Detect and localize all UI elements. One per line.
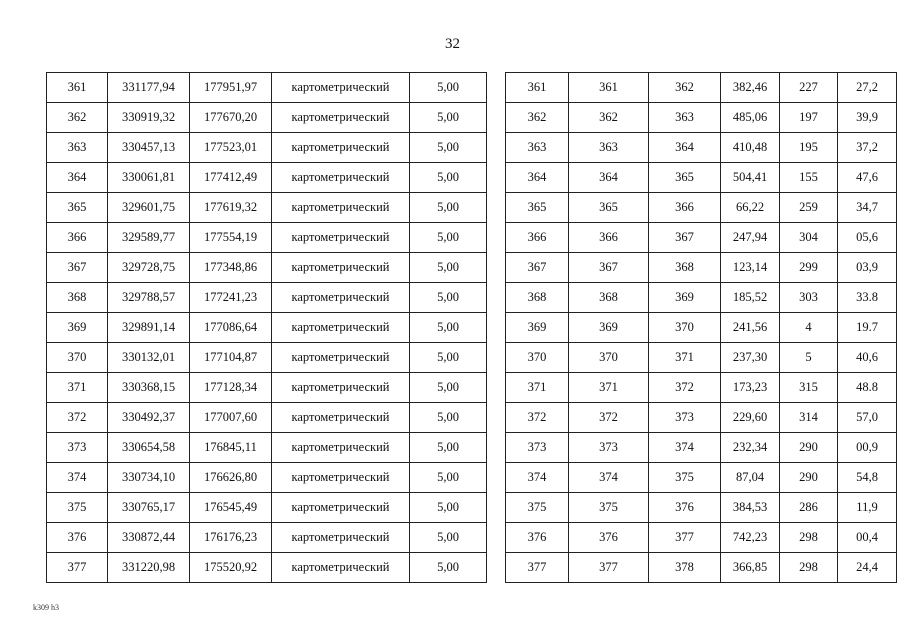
bearings-row <box>506 193 897 223</box>
bearings-row <box>506 163 897 193</box>
table-cell: 366 <box>569 223 649 253</box>
table-cell: 03,9 <box>838 253 897 283</box>
bearings-row <box>506 403 897 433</box>
table-cell: картометрический <box>272 343 410 373</box>
table-cell: 290 <box>780 463 838 493</box>
table-cell: 373 <box>47 433 108 463</box>
coordinates-row <box>47 223 487 253</box>
table-cell: 362 <box>506 103 569 133</box>
table-cell: 369 <box>506 313 569 343</box>
table-cell: 177670,20 <box>190 103 272 133</box>
bearings-row <box>506 433 897 463</box>
table-cell: картометрический <box>272 403 410 433</box>
table-cell: 370 <box>569 343 649 373</box>
table-cell: 330492,37 <box>108 403 190 433</box>
table-cell: 375 <box>649 463 721 493</box>
table-cell: картометрический <box>272 283 410 313</box>
table-cell: 364 <box>649 133 721 163</box>
table-cell: картометрический <box>272 433 410 463</box>
table-cell: 176545,49 <box>190 493 272 523</box>
table-cell: 232,34 <box>721 433 780 463</box>
table-cell: 177523,01 <box>190 133 272 163</box>
table-cell: 241,56 <box>721 313 780 343</box>
table-cell: 299 <box>780 253 838 283</box>
table-cell: 366 <box>47 223 108 253</box>
table-cell: 177086,64 <box>190 313 272 343</box>
table-cell: 331177,94 <box>108 73 190 103</box>
table-cell: 373 <box>569 433 649 463</box>
table-cell: 5,00 <box>410 553 487 583</box>
footer-code: k309 h3 <box>33 603 59 612</box>
table-cell: 4 <box>780 313 838 343</box>
table-cell: 5,00 <box>410 493 487 523</box>
table-cell: 11,9 <box>838 493 897 523</box>
table-cell: 368 <box>649 253 721 283</box>
table-cell: 367 <box>649 223 721 253</box>
table-cell: 177241,23 <box>190 283 272 313</box>
table-cell: 173,23 <box>721 373 780 403</box>
bearings-row <box>506 553 897 583</box>
table-cell: 00,9 <box>838 433 897 463</box>
table-cell: 48.8 <box>838 373 897 403</box>
table-cell: 5 <box>780 343 838 373</box>
table-cell: 365 <box>649 163 721 193</box>
table-cell: 286 <box>780 493 838 523</box>
table-cell: 365 <box>569 193 649 223</box>
table-cell: 382,46 <box>721 73 780 103</box>
table-cell: 229,60 <box>721 403 780 433</box>
table-cell: 365 <box>47 193 108 223</box>
coordinates-row <box>47 103 487 133</box>
bearings-row <box>506 133 897 163</box>
table-cell: 372 <box>47 403 108 433</box>
table-cell: 364 <box>47 163 108 193</box>
table-cell: 290 <box>780 433 838 463</box>
table-cell: 367 <box>47 253 108 283</box>
table-cell: 5,00 <box>410 283 487 313</box>
table-cell: 5,00 <box>410 223 487 253</box>
table-cell: 362 <box>649 73 721 103</box>
table-cell: 237,30 <box>721 343 780 373</box>
table-cell: 376 <box>569 523 649 553</box>
table-cell: картометрический <box>272 523 410 553</box>
table-cell: картометрический <box>272 133 410 163</box>
table-cell: 373 <box>649 403 721 433</box>
table-cell: 330734,10 <box>108 463 190 493</box>
table-cell: 369 <box>47 313 108 343</box>
bearings-row <box>506 493 897 523</box>
table-cell: 384,53 <box>721 493 780 523</box>
table-cell: 27,2 <box>838 73 897 103</box>
table-cell: 363 <box>47 133 108 163</box>
table-cell: 5,00 <box>410 343 487 373</box>
table-cell: 374 <box>47 463 108 493</box>
table-cell: 376 <box>47 523 108 553</box>
table-cell: 371 <box>506 373 569 403</box>
table-cell: картометрический <box>272 313 410 343</box>
table-cell: 330654,58 <box>108 433 190 463</box>
bearings-row <box>506 223 897 253</box>
table-cell: 66,22 <box>721 193 780 223</box>
table-cell: 5,00 <box>410 313 487 343</box>
table-cell: 304 <box>780 223 838 253</box>
table-cell: 177128,34 <box>190 373 272 403</box>
table-cell: 366 <box>506 223 569 253</box>
table-cell: 329601,75 <box>108 193 190 223</box>
table-cell: 366 <box>649 193 721 223</box>
table-cell: 24,4 <box>838 553 897 583</box>
coordinates-row <box>47 433 487 463</box>
table-cell: 329728,75 <box>108 253 190 283</box>
coordinates-row <box>47 463 487 493</box>
coordinates-row <box>47 403 487 433</box>
coordinates-row <box>47 283 487 313</box>
table-cell: 330765,17 <box>108 493 190 523</box>
table-cell: 370 <box>47 343 108 373</box>
table-cell: 5,00 <box>410 373 487 403</box>
table-cell: 329788,57 <box>108 283 190 313</box>
page-number: 32 <box>445 36 460 52</box>
table-cell: 176845,11 <box>190 433 272 463</box>
bearings-row <box>506 103 897 133</box>
table-cell: 177554,19 <box>190 223 272 253</box>
table-cell: 377 <box>649 523 721 553</box>
table-cell: 369 <box>569 313 649 343</box>
table-cell: 363 <box>649 103 721 133</box>
table-cell: 378 <box>649 553 721 583</box>
table-cell: 37,2 <box>838 133 897 163</box>
table-cell: 5,00 <box>410 163 487 193</box>
coordinates-row <box>47 193 487 223</box>
table-cell: 177412,49 <box>190 163 272 193</box>
bearings-row <box>506 313 897 343</box>
table-cell: 330919,32 <box>108 103 190 133</box>
coordinates-row <box>47 313 487 343</box>
bearings-row <box>506 253 897 283</box>
bearings-row <box>506 463 897 493</box>
bearings-row <box>506 343 897 373</box>
table-cell: 368 <box>47 283 108 313</box>
table-cell: 5,00 <box>410 403 487 433</box>
table-cell: 368 <box>506 283 569 313</box>
table-cell: 5,00 <box>410 193 487 223</box>
table-cell: 376 <box>649 493 721 523</box>
table-cell: 303 <box>780 283 838 313</box>
table-cell: 39,9 <box>838 103 897 133</box>
table-cell: 315 <box>780 373 838 403</box>
table-cell: 377 <box>47 553 108 583</box>
table-cell: 375 <box>506 493 569 523</box>
table-cell: 371 <box>569 373 649 403</box>
table-cell: 410,48 <box>721 133 780 163</box>
table-cell: 176176,23 <box>190 523 272 553</box>
table-cell: 177007,60 <box>190 403 272 433</box>
table-cell: 377 <box>506 553 569 583</box>
table-cell: 366,85 <box>721 553 780 583</box>
table-cell: 376 <box>506 523 569 553</box>
table-cell: 375 <box>47 493 108 523</box>
table-cell: 47,6 <box>838 163 897 193</box>
table-cell: 298 <box>780 553 838 583</box>
table-cell: 05,6 <box>838 223 897 253</box>
table-cell: 364 <box>569 163 649 193</box>
table-cell: 330457,13 <box>108 133 190 163</box>
coordinates-row <box>47 523 487 553</box>
table-cell: 363 <box>569 133 649 163</box>
table-cell: 298 <box>780 523 838 553</box>
table-cell: 5,00 <box>410 73 487 103</box>
table-cell: 330368,15 <box>108 373 190 403</box>
table-cell: 5,00 <box>410 463 487 493</box>
table-cell: 185,52 <box>721 283 780 313</box>
table-cell: 5,00 <box>410 433 487 463</box>
table-cell: 314 <box>780 403 838 433</box>
table-cell: 374 <box>649 433 721 463</box>
table-cell: 57,0 <box>838 403 897 433</box>
coordinates-row <box>47 493 487 523</box>
table-cell: 361 <box>569 73 649 103</box>
table-cell: 227 <box>780 73 838 103</box>
table-cell: картометрический <box>272 223 410 253</box>
table-cell: картометрический <box>272 493 410 523</box>
table-cell: 176626,80 <box>190 463 272 493</box>
coordinates-row <box>47 253 487 283</box>
table-cell: картометрический <box>272 253 410 283</box>
table-cell: 177104,87 <box>190 343 272 373</box>
coordinates-table <box>46 72 487 583</box>
table-cell: 504,41 <box>721 163 780 193</box>
table-cell: 177951,97 <box>190 73 272 103</box>
table-cell: 330872,44 <box>108 523 190 553</box>
coordinates-row <box>47 373 487 403</box>
table-cell: 362 <box>47 103 108 133</box>
table-cell: 370 <box>506 343 569 373</box>
table-cell: 361 <box>506 73 569 103</box>
table-cell: 331220,98 <box>108 553 190 583</box>
table-cell: 375 <box>569 493 649 523</box>
table-cell: 742,23 <box>721 523 780 553</box>
table-cell: 123,14 <box>721 253 780 283</box>
table-cell: картометрический <box>272 463 410 493</box>
table-cell: 367 <box>506 253 569 283</box>
table-cell: 372 <box>649 373 721 403</box>
table-cell: 363 <box>506 133 569 163</box>
table-cell: 372 <box>569 403 649 433</box>
table-cell: картометрический <box>272 103 410 133</box>
table-cell: 177348,86 <box>190 253 272 283</box>
table-cell: 367 <box>569 253 649 283</box>
bearings-row <box>506 373 897 403</box>
coordinates-row <box>47 343 487 373</box>
table-cell: 374 <box>506 463 569 493</box>
table-cell: 370 <box>649 313 721 343</box>
table-cell: 362 <box>569 103 649 133</box>
table-cell: 369 <box>649 283 721 313</box>
coordinates-row <box>47 553 487 583</box>
table-cell: 87,04 <box>721 463 780 493</box>
table-cell: 247,94 <box>721 223 780 253</box>
coordinates-row <box>47 133 487 163</box>
table-cell: 195 <box>780 133 838 163</box>
table-cell: 371 <box>47 373 108 403</box>
table-cell: 259 <box>780 193 838 223</box>
table-cell: 377 <box>569 553 649 583</box>
table-cell: 373 <box>506 433 569 463</box>
table-cell: 485,06 <box>721 103 780 133</box>
table-cell: картометрический <box>272 73 410 103</box>
table-cell: 364 <box>506 163 569 193</box>
table-cell: 372 <box>506 403 569 433</box>
table-cell: 155 <box>780 163 838 193</box>
bearings-row <box>506 283 897 313</box>
table-cell: 329589,77 <box>108 223 190 253</box>
table-cell: 5,00 <box>410 103 487 133</box>
table-cell: 329891,14 <box>108 313 190 343</box>
table-cell: 365 <box>506 193 569 223</box>
table-cell: 33.8 <box>838 283 897 313</box>
table-cell: 197 <box>780 103 838 133</box>
table-cell: 371 <box>649 343 721 373</box>
table-cell: 00,4 <box>838 523 897 553</box>
table-cell: 5,00 <box>410 253 487 283</box>
table-cell: 175520,92 <box>190 553 272 583</box>
bearings-table <box>505 72 897 583</box>
table-cell: 19.7 <box>838 313 897 343</box>
table-cell: 177619,32 <box>190 193 272 223</box>
table-cell: 361 <box>47 73 108 103</box>
table-cell: 330132,01 <box>108 343 190 373</box>
table-cell: картометрический <box>272 163 410 193</box>
table-cell: 5,00 <box>410 133 487 163</box>
table-cell: картометрический <box>272 373 410 403</box>
table-cell: 40,6 <box>838 343 897 373</box>
table-cell: 368 <box>569 283 649 313</box>
table-cell: 34,7 <box>838 193 897 223</box>
table-cell: 330061,81 <box>108 163 190 193</box>
coordinates-row <box>47 163 487 193</box>
table-cell: 5,00 <box>410 523 487 553</box>
table-cell: 54,8 <box>838 463 897 493</box>
bearings-row <box>506 523 897 553</box>
table-cell: картометрический <box>272 553 410 583</box>
table-cell: картометрический <box>272 193 410 223</box>
table-cell: 374 <box>569 463 649 493</box>
coordinates-row <box>47 73 487 103</box>
bearings-row <box>506 73 897 103</box>
